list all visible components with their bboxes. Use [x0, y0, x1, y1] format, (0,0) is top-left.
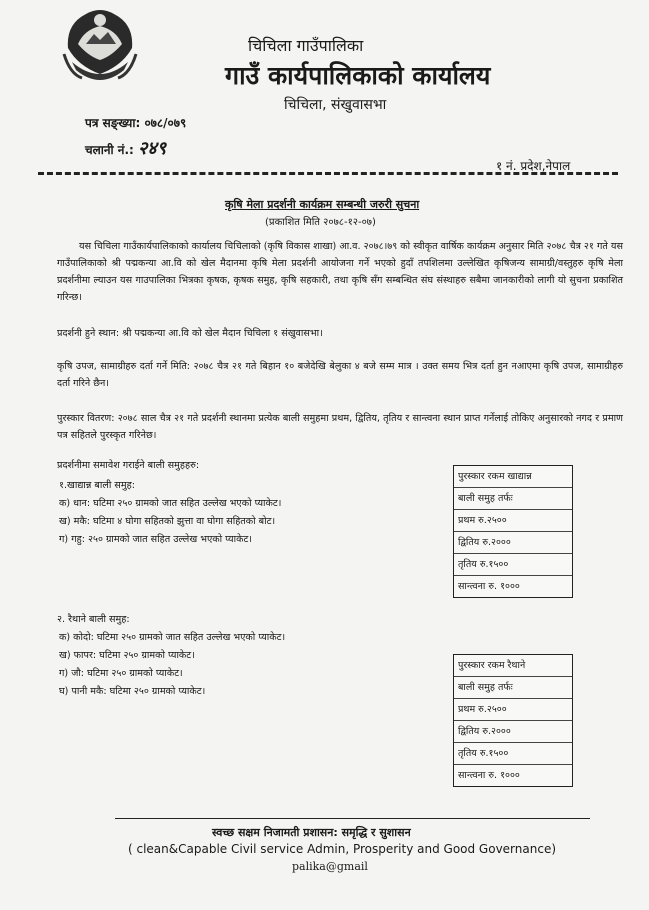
footer-slogan-nepali: स्वच्छ सक्षम निजामती प्रशासन: समृद्धि र सुशासन: [212, 826, 411, 839]
prize-box-food-grains: [453, 465, 573, 598]
list-item: घ) पानी मकै: घटिमा २५० ग्रामको प्याकेट।: [59, 686, 206, 697]
list-item: ग) जौ: घटिमा २५० ग्रामको प्याकेट।: [59, 668, 183, 679]
published-date: (प्रकाशित मिति २०७८-१२-०७): [265, 217, 376, 228]
prize-text: पुरस्कार वितरण: २०७८ साल चैत्र २१ गते प्रदर्शनी स्थानमा प्रत्येक बाली समुहमा प्रथम, द्वितिय, तृतिय र सान्त्वना स्थान प्राप्त गर्नेलाई तोकिए अनुसारको नगद र प्रमाण पत्र सहितले पुरस्कृत गरिनेछ।: [57, 413, 623, 441]
list-item: क) कोदो: घटिमा २५० ग्रामको जात सहित उल्लेख भएको प्याकेट।: [59, 632, 286, 643]
group2-heading: २. रैथाने बाली समुह:: [57, 614, 130, 625]
prize-box-row: तृतिय रु.१५००: [454, 743, 572, 765]
prize-box-row: सान्त्वना रु. १०००: [458, 581, 520, 592]
dispatch-label: चलानी नं.:: [85, 143, 134, 157]
dispatch-number: [85, 136, 166, 160]
list-item: ग) गहु: २५० ग्रामको जात सहित उल्लेख भएको प्याकेट।: [59, 534, 252, 545]
prize-box-row: पुरस्कार रकम खाद्यान्न: [454, 466, 572, 488]
office-location: चिचिला, संखुवासभा: [284, 97, 387, 113]
prize-box-row: तृतिय रु.१५००: [454, 554, 572, 576]
footer-email: palika@gmail: [292, 860, 368, 873]
letter-number: पत्र सङ्ख्या: ०७८/०७९: [85, 116, 187, 130]
registration-text: कृषि उपज, सामाग्रीहरु दर्ता गर्ने मिति: २०७८ चैत्र २१ गते बिहान १० बजेदेखि बेलुका ४ बजे सम्म मात्र । उक्त समय भित्र दर्ता हुन नआएमा कृषि उपज, सामाग्रीहरु दर्ता गरिने छैन।: [57, 361, 623, 389]
notice-title: कृषि मेला प्रदर्शनी कार्यक्रम सम्बन्धी जरुरी सुचना: [225, 198, 420, 211]
prize-box-row: बाली समुह तर्फः: [454, 488, 572, 510]
notice-paragraph-text: यस चिचिला गाउँकार्यपालिकाको कार्यालय चिचिलाको (कृषि विकास शाखा) आ.व. २०७८।७९ को स्वीकृत वार्षिक कार्यक्रम अनुसार मिति २०७८ चैत्र २१ गते यस गाउँपालिकाको श्री पद्मकन्या आ.वि को खेल मैदानमा कृषि मेला प्रदर्शनी आयोजना गर्ने भएको हुदाँ तपशिलमा उल्लेखित कृषिजन्य सामाग्री/वस्तुहरु कृषि मेला प्रदर्शनीमा ल्याउन यस गाउपालिका भित्रका कृषक, कृषक समुह, कृषि सहकारी, तथा कृषि सँग सम्बन्धित संघ संस्थाहरु सबैमा जानकारीको लागी यो सुचना प्रकाशित गरिन्छ।: [57, 241, 623, 303]
group1-heading: १.खाद्यान्न बाली समुह:: [59, 480, 135, 491]
prize-box-indigenous-crops: [453, 654, 573, 787]
notice-paragraph: [57, 238, 623, 306]
list-item: ख) फापर: घटिमा २५० ग्रामको प्याकेट।: [59, 650, 195, 661]
footer-divider: [115, 818, 590, 819]
list-item: ख) मकै: घटिमा ४ घोगा सहितको झुत्ता वा घोगा सहितको बोट।: [59, 516, 276, 527]
province-label: १ नं. प्रदेश,नेपाल: [496, 159, 571, 173]
groups-heading: प्रदर्शनीमा समावेश गराईने बाली समुहहरु:: [57, 460, 200, 471]
prize-box-row: सान्त्वना रु. १०००: [458, 770, 520, 781]
list-item: क) धान: घटिमा २५० ग्रामको जात सहित उल्लेख भएको प्याकेट।: [59, 498, 282, 509]
prize-box-row: द्वितिय रु.२०००: [454, 532, 572, 554]
dispatch-value: २४९: [138, 138, 167, 159]
venue-text: प्रदर्शनी हुने स्थान: श्री पद्मकन्या आ.वि को खेल मैदान चिचिला १ संखुवासभा।: [57, 328, 323, 339]
prize-box-row: प्रथम रु.२५००: [454, 510, 572, 532]
office-title: गाउँ कार्यपालिकाको कार्यालय: [225, 61, 491, 90]
prize-box-row: बाली समुह तर्फः: [454, 677, 572, 699]
prize-box-row: द्वितिय रु.२०००: [454, 721, 572, 743]
prize-box-row: प्रथम रु.२५००: [454, 699, 572, 721]
prize-box-row: पुरस्कार रकम रैथाने: [454, 655, 572, 677]
municipality-name: चिचिला गाउँपालिका: [248, 36, 364, 55]
nepal-emblem-icon: [62, 4, 138, 84]
header-divider: [38, 172, 618, 175]
footer-slogan-english: ( clean&Capable Civil service Admin, Prosperity and Good Governance): [128, 842, 557, 856]
